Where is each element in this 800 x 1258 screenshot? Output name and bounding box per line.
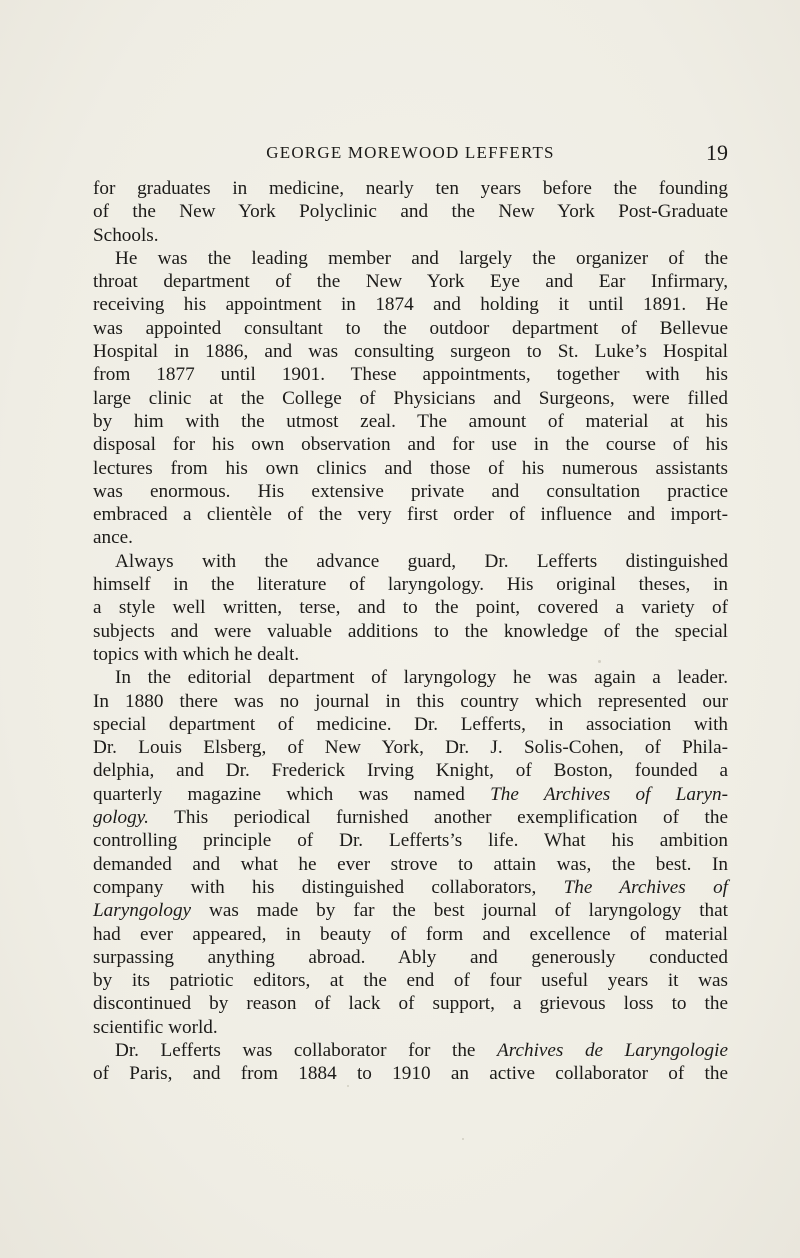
- text-run: topics with which he dealt.: [93, 643, 300, 665]
- text-line: [93, 177, 728, 200]
- text-line: [93, 1016, 728, 1039]
- text-line: [93, 620, 728, 643]
- text-run: of Paris, and from 1884 to 1910 an active collaborator of the: [93, 1063, 728, 1085]
- text-line: [93, 876, 728, 899]
- text-line: [93, 340, 728, 363]
- text-run: by its patriotic editors, at the end of four useful years it was: [93, 970, 728, 992]
- text-run: was enormous. His extensive private and consultation practice: [93, 480, 728, 502]
- text-line: [93, 1039, 728, 1062]
- text-run: Always with the advance guard, Dr. Lefferts distinguished: [115, 550, 728, 572]
- body-text: [93, 177, 728, 1086]
- text-line: [93, 270, 728, 293]
- text-line: [93, 1062, 728, 1085]
- paper-speck: [598, 660, 601, 663]
- text-line: [93, 992, 728, 1015]
- text-run: large clinic at the College of Physicians and Surgeons, were filled: [93, 387, 728, 409]
- text-run: In 1880 there was no journal in this country which represented our: [93, 690, 728, 712]
- text-run: was appointed consultant to the outdoor department of Bellevue: [93, 317, 728, 339]
- text-line: [93, 666, 728, 689]
- text-line: [93, 853, 728, 876]
- italic-title: gology.: [93, 807, 149, 829]
- text-line: [93, 480, 728, 503]
- text-line: [93, 829, 728, 852]
- running-head: [93, 140, 728, 164]
- text-line: [93, 457, 728, 480]
- paper-speck: [462, 1138, 464, 1140]
- text-run: demanded and what he ever strove to attain was, the best. In: [93, 853, 728, 875]
- italic-title: Archives de Laryngologie: [496, 1039, 728, 1061]
- text-run: controlling principle of Dr. Lefferts’s life. What his ambition: [93, 830, 728, 852]
- text-run: In the editorial department of laryngology he was again a leader.: [115, 667, 728, 689]
- text-line: [93, 713, 728, 736]
- text-line: [93, 526, 728, 549]
- text-run: Dr. Louis Elsberg, of New York, Dr. J. Solis-Cohen, of Phila-: [93, 737, 728, 759]
- text-line: [93, 690, 728, 713]
- text-run: ance.: [93, 527, 133, 549]
- text-run: throat department of the New York Eye and Ear Infirmary,: [93, 271, 728, 293]
- text-line: [93, 573, 728, 596]
- text-line: [93, 200, 728, 223]
- text-run: disposal for his own observation and for use in the course of his: [93, 434, 728, 456]
- text-line: [93, 923, 728, 946]
- text-line: [93, 969, 728, 992]
- text-line: [93, 783, 728, 806]
- page-number: 19: [706, 140, 728, 165]
- text-run: of the New York Polyclinic and the New York Post-Graduate: [93, 201, 728, 223]
- text-run: discontinued by reason of lack of support, a grievous loss to the: [93, 993, 728, 1015]
- text-run: He was the leading member and largely the organizer of the: [115, 247, 728, 269]
- text-run: a style well written, terse, and to the point, covered a variety of: [93, 597, 728, 619]
- text-run: from 1877 until 1901. These appointments, together with his: [93, 364, 728, 386]
- text-line: [93, 736, 728, 759]
- text-run: This periodical furnished another exemplification of the: [148, 807, 728, 829]
- text-line: [93, 643, 728, 666]
- running-title: GEORGE MOREWOOD LEFFERTS: [266, 143, 555, 162]
- text-run: company with his distinguished collaborators,: [93, 876, 564, 898]
- text-run: quarterly magazine which was named: [93, 783, 491, 805]
- text-run: subjects and were valuable additions to the knowledge of the special: [93, 620, 728, 642]
- text-run: Dr. Lefferts was collaborator for the: [115, 1039, 497, 1061]
- text-run: for graduates in medicine, nearly ten years before the founding: [93, 178, 728, 199]
- text-run: receiving his appointment in 1874 and holding it until 1891. He: [93, 294, 728, 316]
- text-line: [93, 759, 728, 782]
- text-run: by him with the utmost zeal. The amount of material at his: [93, 410, 728, 432]
- text-run: delphia, and Dr. Frederick Irving Knight, of Boston, founded a: [93, 760, 728, 782]
- text-line: [93, 946, 728, 969]
- text-line: [93, 363, 728, 386]
- text-run: surpassing anything abroad. Ably and generously conducted: [93, 946, 728, 968]
- text-run: lectures from his own clinics and those of his numerous assistants: [93, 457, 728, 479]
- text-run: embraced a clientèle of the very first order of influence and import-: [93, 504, 728, 526]
- text-run: himself in the literature of laryngology. His original theses, in: [93, 574, 728, 596]
- text-run: was made by far the best journal of laryngology that: [191, 900, 728, 922]
- text-line: [93, 503, 728, 526]
- text-run: scientific world.: [93, 1016, 218, 1038]
- text-line: [93, 317, 728, 340]
- text-line: [93, 293, 728, 316]
- text-run: Hospital in 1886, and was consulting surgeon to St. Luke’s Hospital: [93, 341, 728, 363]
- text-line: [93, 410, 728, 433]
- text-line: [93, 806, 728, 829]
- text-run: special department of medicine. Dr. Lefferts, in association with: [93, 713, 728, 735]
- text-line: [93, 387, 728, 410]
- text-line: [93, 224, 728, 247]
- italic-title: The Archives of: [563, 876, 728, 898]
- italic-title: The Archives of Laryn-: [490, 783, 728, 805]
- text-line: [93, 550, 728, 573]
- text-line: [93, 247, 728, 270]
- text-run: Schools.: [93, 224, 159, 246]
- text-line: [93, 433, 728, 456]
- paper-speck: [347, 1085, 349, 1087]
- text-line: [93, 899, 728, 922]
- text-line: [93, 596, 728, 619]
- italic-title: Laryngology: [93, 900, 192, 922]
- text-run: had ever appeared, in beauty of form and excellence of material: [93, 923, 728, 945]
